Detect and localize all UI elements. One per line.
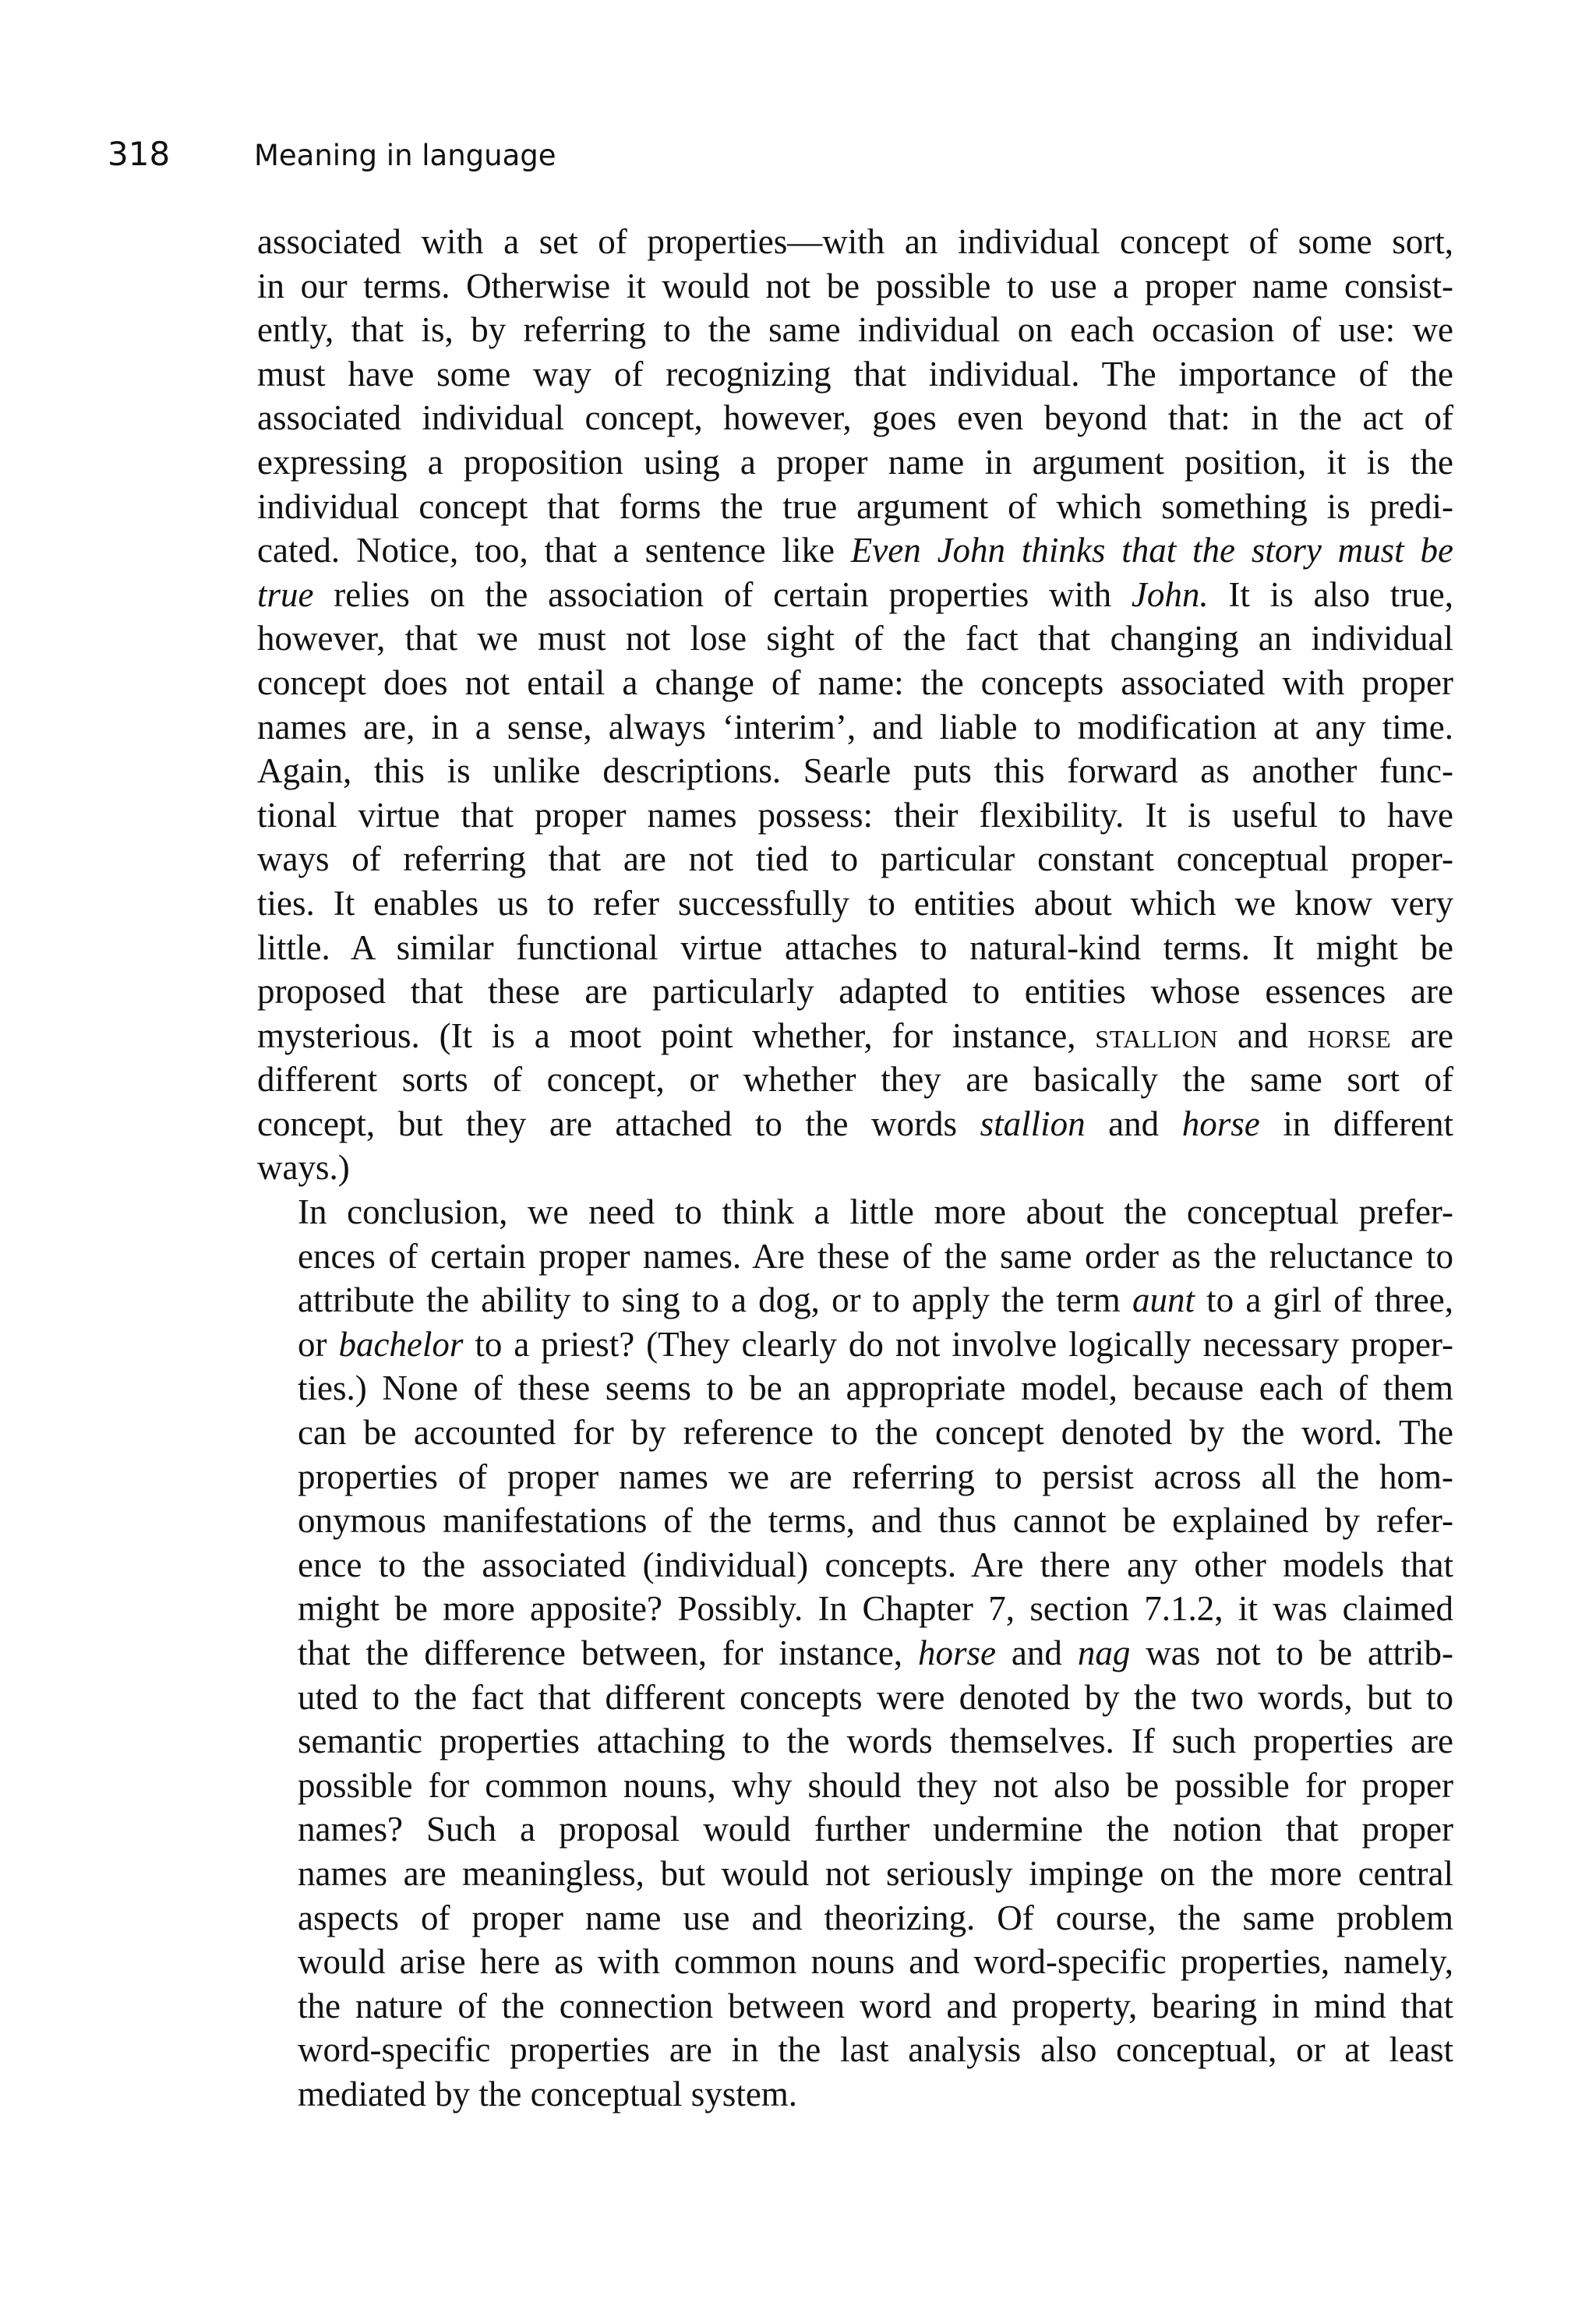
text-line — [257, 749, 1453, 793]
text-line — [257, 1014, 1453, 1058]
text-run: onymous manifestations of the terms, and thus cannot be explained by refer- — [298, 1501, 1453, 1541]
text-run: concept, but they are attached to the words — [257, 1104, 980, 1143]
body-text — [257, 220, 1453, 2117]
text-run: associated with a set of properties—with an individual concept of some sort, — [257, 222, 1453, 261]
text-run: Again, this is unlike descriptions. Searle puts this forward as another func- — [257, 751, 1453, 791]
text-line — [257, 1058, 1453, 1102]
text-run: names are meaningless, but would not seriously impinge on the more central — [298, 1853, 1453, 1893]
italic-text: nag — [1077, 1633, 1131, 1672]
text-line — [257, 1411, 1453, 1455]
text-run: little. A similar functional virtue attaches to natural-kind terms. It might be — [257, 927, 1453, 967]
running-title: Meaning in language — [254, 139, 556, 172]
text-line — [257, 1940, 1453, 1984]
text-line — [257, 440, 1453, 485]
text-run: possible for common nouns, why should they not also be possible for proper — [298, 1765, 1453, 1805]
text-run: can be accounted for by reference to the concept denoted by the word. The — [298, 1413, 1453, 1453]
text-line — [257, 837, 1453, 881]
text-run: tional virtue that proper names possess: their flexibility. It is useful to have — [257, 795, 1453, 835]
text-run: mysterious. (It is a moot point whether, for instance, — [257, 1015, 1096, 1055]
text-run: ways of referring that are not tied to particular constant conceptual proper- — [257, 839, 1453, 879]
text-line — [257, 1631, 1453, 1676]
text-run: It is also true, — [1208, 574, 1453, 614]
paragraph — [257, 220, 1453, 1190]
text-line — [257, 1499, 1453, 1543]
text-line — [257, 220, 1453, 264]
text-run: concept does not entail a change of name: the concepts associated with proper — [257, 662, 1453, 702]
italic-text: true — [257, 574, 314, 614]
text-run: was not to be attrib- — [1130, 1633, 1453, 1672]
text-line — [257, 1587, 1453, 1631]
text-run: proposed that these are particularly adapted to entities whose essences are — [257, 972, 1453, 1012]
text-run: properties of proper names we are referring to persist across all the hom- — [298, 1457, 1453, 1496]
text-line — [257, 1323, 1453, 1367]
text-run: associated individual concept, however, goes even beyond that: in the act of — [257, 398, 1453, 438]
text-line — [257, 396, 1453, 440]
text-line — [257, 485, 1453, 529]
text-run: however, that we must not lose sight of the fact that changing an individual — [257, 619, 1453, 659]
text-run: or — [298, 1324, 339, 1364]
text-run: and — [995, 1633, 1078, 1672]
text-line — [257, 573, 1453, 617]
text-run: aspects of proper name use and theorizing. Of course, the same problem — [298, 1898, 1453, 1937]
text-line — [257, 926, 1453, 970]
text-line — [257, 1896, 1453, 1941]
text-line — [257, 705, 1453, 750]
text-line — [257, 1102, 1453, 1146]
text-line — [257, 308, 1453, 352]
text-run: ence to the associated (individual) concepts. Are there any other models that — [298, 1545, 1453, 1584]
text-line — [257, 1455, 1453, 1499]
text-line — [257, 2072, 1453, 2117]
text-run: in different — [1259, 1104, 1454, 1143]
text-line — [257, 616, 1453, 661]
text-run: and — [1218, 1015, 1308, 1055]
text-line — [257, 1852, 1453, 1896]
text-run: semantic properties attaching to the words themselves. If such properties are — [298, 1722, 1453, 1761]
text-run: ences of certain proper names. Are these of the same order as the reluctance to — [298, 1236, 1453, 1276]
text-line — [257, 1984, 1453, 2029]
text-run: might be more apposite? Possibly. In Chapter 7, section 7.1.2, it was claimed — [298, 1589, 1453, 1629]
text-run: ties. It enables us to refer successfully to entities about which we know very — [257, 883, 1453, 923]
text-line — [257, 1719, 1453, 1764]
italic-text: horse — [917, 1633, 996, 1672]
text-run: ently, that is, by referring to the same individual on each occasion of use: we — [257, 310, 1453, 350]
text-run: to a priest? (They clearly do not involve logically necessary proper- — [463, 1324, 1453, 1364]
text-line — [257, 1190, 1453, 1234]
italic-text: stallion — [980, 1104, 1086, 1143]
text-run: and — [1085, 1104, 1182, 1143]
text-run: individual concept that forms the true argument of which something is predi- — [257, 486, 1453, 526]
text-run: uted to the fact that different concepts were denoted by the two words, but to — [298, 1677, 1453, 1717]
text-line — [257, 1543, 1453, 1587]
text-line — [257, 528, 1453, 573]
text-line — [257, 1146, 1453, 1190]
text-line — [257, 1366, 1453, 1411]
paragraph — [257, 1190, 1453, 2116]
small-caps-text: stallion — [1095, 1015, 1219, 1055]
text-line — [257, 793, 1453, 838]
text-line — [257, 1278, 1453, 1323]
text-line — [257, 1234, 1453, 1279]
small-caps-text: horse — [1307, 1015, 1392, 1055]
text-run: relies on the association of certain properties with — [313, 574, 1132, 614]
italic-text: aunt — [1132, 1280, 1195, 1320]
text-run: cated. Notice, too, that a sentence like — [257, 531, 851, 570]
text-run: attribute the ability to sing to a dog, or to apply the term — [298, 1280, 1132, 1320]
text-run: word-specific properties are in the last analysis also conceptual, or at least — [298, 2030, 1453, 2070]
text-run: that the difference between, for instance, — [298, 1633, 918, 1672]
text-run: in our terms. Otherwise it would not be possible to use a proper name consist- — [257, 266, 1453, 305]
text-line — [257, 969, 1453, 1014]
text-run: are — [1391, 1015, 1453, 1055]
text-line — [257, 661, 1453, 705]
text-run: ways.) — [257, 1148, 350, 1188]
text-line — [257, 881, 1453, 926]
italic-text: bachelor — [338, 1324, 464, 1364]
italic-text: horse — [1181, 1104, 1260, 1143]
text-line — [257, 1676, 1453, 1720]
text-line — [257, 1807, 1453, 1852]
text-line — [257, 1764, 1453, 1808]
running-head — [108, 131, 1464, 178]
text-run: ties.) None of these seems to be an appropriate model, because each of them — [298, 1368, 1453, 1408]
text-run: different sorts of concept, or whether they are basically the same sort of — [257, 1060, 1453, 1100]
text-line — [257, 264, 1453, 309]
text-run: would arise here as with common nouns and word-specific properties, namely, — [298, 1942, 1453, 1982]
italic-text: John. — [1131, 574, 1209, 614]
text-run: In conclusion, we need to think a little more about the conceptual prefer- — [298, 1192, 1453, 1232]
italic-text: Even John thinks that the story must be — [850, 531, 1453, 570]
text-run: must have some way of recognizing that individual. The importance of the — [257, 354, 1453, 394]
text-run: to a girl of three, — [1194, 1280, 1454, 1320]
text-run: mediated by the conceptual system. — [298, 2074, 798, 2114]
text-line — [257, 2028, 1453, 2072]
text-line — [257, 352, 1453, 397]
text-run: names are, in a sense, always ‘interim’, and liable to modification at any time. — [257, 707, 1453, 747]
text-run: names? Such a proposal would further undermine the notion that proper — [298, 1810, 1453, 1849]
text-run: expressing a proposition using a proper name in argument position, it is the — [257, 442, 1453, 482]
page-number: 318 — [108, 135, 171, 173]
text-run: the nature of the connection between word and property, bearing in mind that — [298, 1986, 1453, 2025]
